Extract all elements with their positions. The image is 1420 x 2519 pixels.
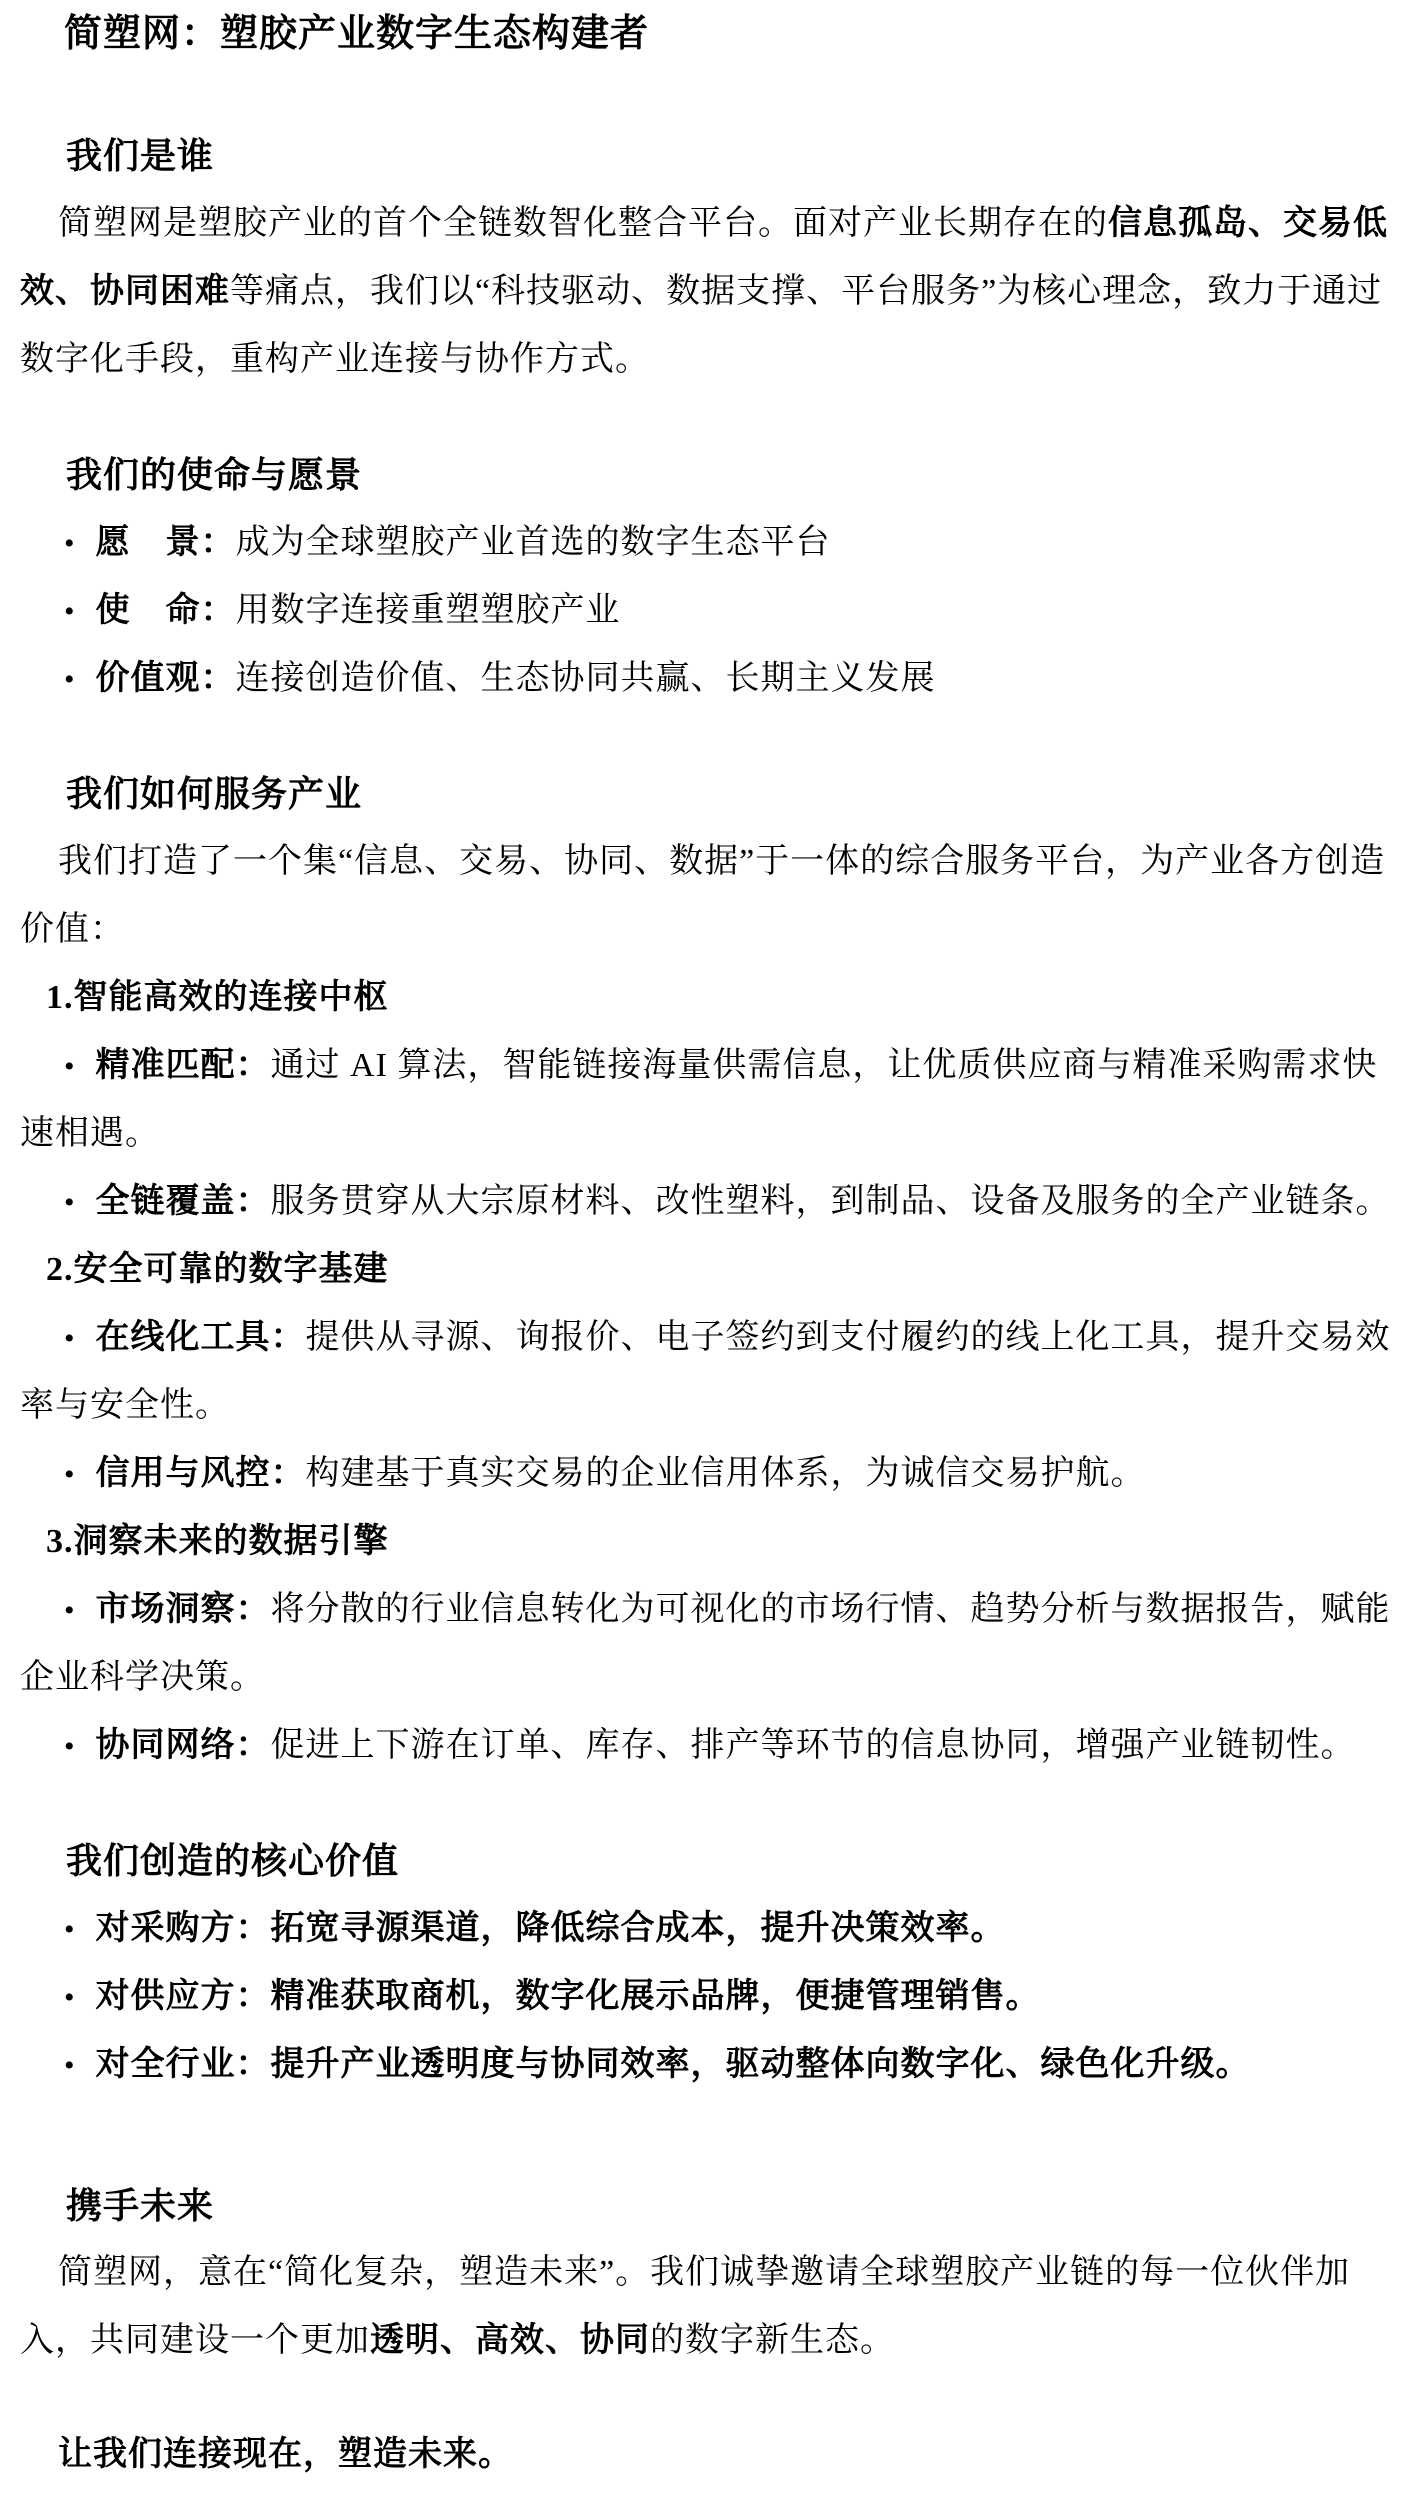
bullet-label: 在线化工具： (95, 1318, 306, 1356)
services-subhead-3: 3.洞察未来的数据引擎 (46, 1522, 389, 1560)
bullet-icon: • (64, 1321, 76, 1355)
section-heading-future: 携手未来 (66, 2185, 215, 2226)
bullet-text: 连接创造价值、生态协同共赢、长期主义发展 (235, 659, 936, 697)
bullet-icon: • (64, 1457, 76, 1491)
bullet-icon: • (64, 2048, 76, 2082)
bullet-text: 服务贯穿从大宗原材料、改性塑料，到制品、设备及服务的全产业链条。 (270, 1182, 1391, 1220)
bullet-text: 提供从寻源、询报价、电子签约到支付履约的线上化工具，提升交易效率与安全性。 (20, 1318, 1391, 1424)
who-paragraph (20, 190, 1406, 394)
services-subhead-1: 1.智能高效的连接中枢 (46, 978, 389, 1016)
text-run: 简塑网是塑胶产业的首个全链数智化整合平台。面对产业长期存在的 (58, 205, 1108, 243)
services-subhead-2: 2.安全可靠的数字基建 (46, 1250, 389, 1288)
services-intro: 我们打造了一个集“信息、交易、协同、数据”于一体的综合服务平台，为产业各方创造价值： (20, 842, 1386, 948)
bullet-label: 对全行业： (95, 2045, 271, 2083)
section-heading-core-values: 我们创造的核心价值 (66, 1840, 400, 1881)
bullet-icon: • (64, 1185, 76, 1219)
bullet-text: 将分散的行业信息转化为可视化的市场行情、趋势分析与数据报告，赋能企业科学决策。 (20, 1590, 1391, 1696)
section-heading-services: 我们如何服务产业 (66, 773, 363, 814)
bullet-icon: • (64, 1593, 76, 1627)
bullet-label: 愿 景： (95, 523, 236, 561)
bullet-label: 对供应方： (95, 1977, 271, 2015)
bullet-label: 协同网络： (95, 1726, 271, 1764)
bullet-label: 对采购方： (95, 1909, 271, 1947)
bullet-text: 构建基于真实交易的企业信用体系，为诚信交易护航。 (305, 1454, 1146, 1492)
bold-run: 信息孤岛、交易低效、协同困难 (20, 205, 1388, 311)
text-run: 的数字新生态。 (650, 2322, 895, 2360)
section-heading-who: 我们是谁 (66, 136, 215, 177)
bullet-label: 使 命： (95, 591, 236, 629)
service-bullet-credit-risk (20, 1440, 1406, 1508)
bullet-label: 精准匹配： (95, 1046, 271, 1084)
bullet-label: 价值观： (95, 659, 236, 697)
mission-bullet-vision (20, 509, 1406, 577)
service-bullet-matching (20, 1032, 1406, 1168)
service-bullet-collab-network (20, 1712, 1406, 1780)
bullet-label: 市场洞察： (95, 1590, 271, 1628)
service-bullet-online-tools (20, 1304, 1406, 1440)
bold-run: 透明、高效、协同 (370, 2322, 650, 2360)
bullet-icon: • (64, 1049, 76, 1083)
bullet-icon: • (64, 662, 76, 696)
mission-bullet-values (20, 645, 1406, 713)
bullet-text: 拓宽寻源渠道，降低综合成本，提升决策效率。 (270, 1909, 1006, 1947)
bullet-icon: • (64, 526, 76, 560)
mission-bullet-mission (20, 577, 1406, 645)
bullet-text: 成为全球塑胶产业首选的数字生态平台 (235, 523, 831, 561)
bullet-text: 提升产业透明度与协同效率，驱动整体向数字化、绿色化升级。 (270, 2045, 1251, 2083)
bullet-icon: • (64, 594, 76, 628)
value-bullet-buyers (20, 1895, 1406, 1963)
service-bullet-market-insight (20, 1576, 1406, 1712)
bullet-text: 精准获取商机，数字化展示品牌，便捷管理销售。 (270, 1977, 1041, 2015)
text-run: 等痛点，我们以“科技驱动、数据支撑、平台服务”为核心理念，致力于通过数字化手段，重构产业连接与协作方式。 (20, 273, 1383, 379)
bullet-icon: • (64, 1729, 76, 1763)
bullet-text: 通过 AI 算法，智能链接海量供需信息，让优质供应商与精准采购需求快速相遇。 (20, 1046, 1378, 1152)
value-bullet-suppliers (20, 1963, 1406, 2031)
future-paragraph (20, 2239, 1406, 2375)
bullet-icon: • (64, 1980, 76, 2014)
text-run: 简塑网，意在“简化复杂，塑造未来”。我们诚挚邀请全球塑胶产业链的每一位伙伴加入，共同建设一个更加 (20, 2254, 1351, 2360)
bullet-text: 用数字连接重塑塑胶产业 (235, 591, 621, 629)
section-heading-mission: 我们的使命与愿景 (66, 455, 363, 496)
value-bullet-industry (20, 2031, 1406, 2099)
bullet-icon: • (64, 1912, 76, 1946)
closing-statement: 让我们连接现在，塑造未来。 (58, 2436, 513, 2474)
bullet-text: 促进上下游在订单、库存、排产等环节的信息协同，增强产业链韧性。 (270, 1726, 1356, 1764)
page-title: 简塑网：塑胶产业数字生态构建者 (64, 13, 650, 55)
service-bullet-coverage (20, 1168, 1406, 1236)
bullet-label: 信用与风控： (95, 1454, 306, 1492)
bullet-label: 全链覆盖： (95, 1182, 271, 1220)
